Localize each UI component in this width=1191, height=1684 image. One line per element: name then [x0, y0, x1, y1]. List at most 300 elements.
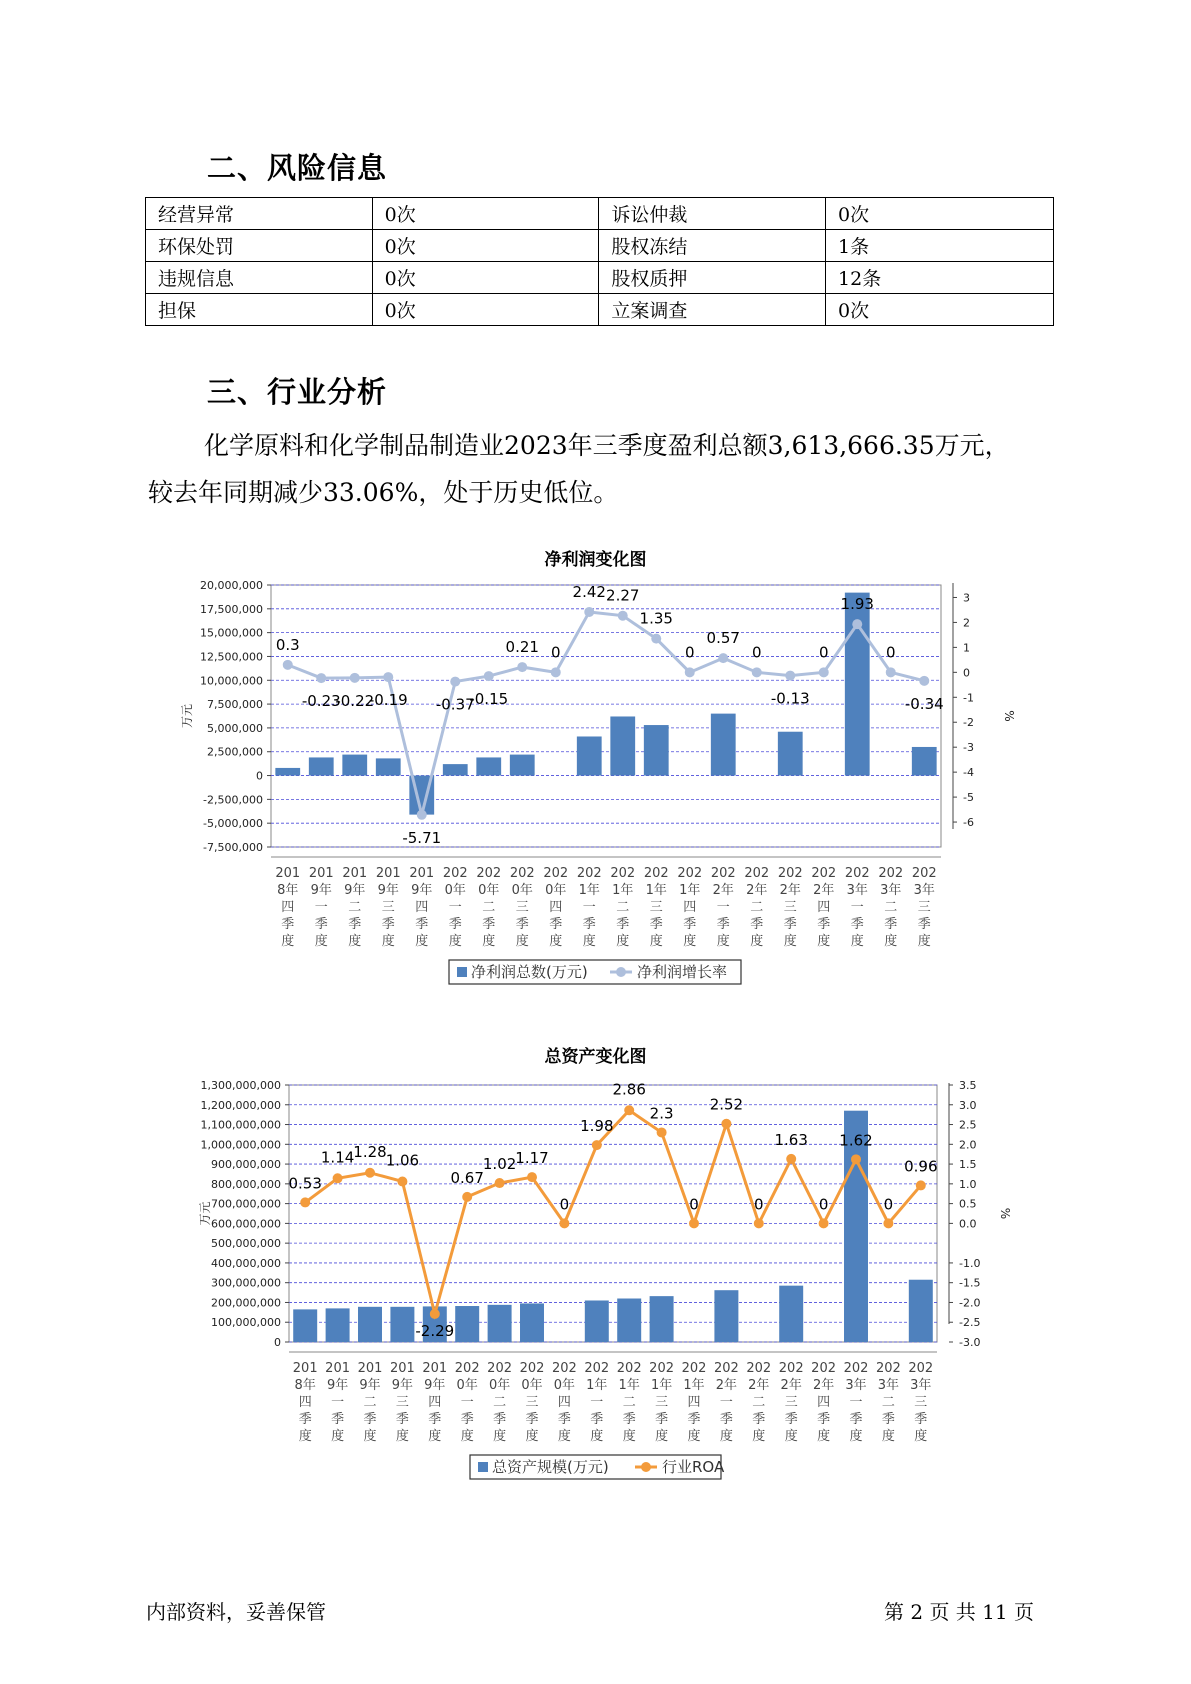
- x-tick-label: 季: [482, 917, 496, 932]
- data-label: 1.17: [515, 1149, 549, 1168]
- x-tick-label: 202: [442, 866, 468, 881]
- line-point: [365, 1168, 375, 1178]
- line-point: [527, 1172, 537, 1182]
- y-tick-label: 300,000,000: [211, 1276, 281, 1290]
- y2-tick-label: -4: [963, 766, 974, 780]
- y-tick-label: 12,500,000: [200, 650, 263, 664]
- x-tick-label: 202: [878, 866, 904, 881]
- x-tick-label: 202: [843, 1361, 869, 1376]
- data-label: 2.52: [709, 1095, 744, 1114]
- x-tick-label: 季: [881, 1412, 895, 1427]
- x-tick-label: 一: [331, 1395, 345, 1410]
- bar: [779, 1286, 803, 1342]
- x-tick-label: 季: [817, 1412, 831, 1427]
- data-label: -0.34: [904, 694, 944, 713]
- data-label: 2.27: [606, 586, 640, 605]
- x-tick-label: 季: [298, 1412, 312, 1427]
- y-tick-label: 400,000,000: [211, 1256, 281, 1270]
- x-tick-label: 度: [687, 1429, 701, 1444]
- bar: [376, 758, 401, 775]
- data-label: -5.71: [402, 828, 442, 847]
- x-tick-label: 季: [649, 917, 663, 932]
- x-tick-label: 1年: [679, 883, 701, 898]
- x-tick-label: 二: [616, 900, 630, 915]
- line-point: [495, 1178, 505, 1188]
- x-tick-label: 季: [363, 1412, 377, 1427]
- line-point: [752, 667, 762, 677]
- x-tick-label: 三: [649, 900, 663, 915]
- plot-area: [271, 582, 941, 847]
- data-label: -0.37: [435, 695, 475, 714]
- x-tick-label: 季: [331, 1412, 345, 1427]
- x-tick-label: 季: [428, 1412, 442, 1427]
- y-tick-label: 1,000,000,000: [200, 1138, 281, 1152]
- data-label: 0: [885, 643, 896, 662]
- y-tick-label: -2,500,000: [203, 793, 263, 807]
- x-tick-label: 201: [389, 1361, 415, 1376]
- bar: [390, 1307, 414, 1342]
- x-tick-label: 度: [482, 934, 496, 949]
- line-point: [886, 667, 896, 677]
- y2-tick-label: -6: [963, 816, 974, 830]
- data-label: 0: [751, 643, 762, 662]
- line-point: [350, 673, 360, 683]
- x-tick-label: 季: [622, 1412, 636, 1427]
- line-point: [852, 619, 862, 629]
- risk-label-cell: 违规信息: [146, 262, 373, 294]
- x-tick-label: 季: [590, 1412, 604, 1427]
- x-tick-label: 0年: [511, 883, 533, 898]
- x-tick-label: 二: [884, 900, 898, 915]
- line-point: [283, 660, 293, 670]
- x-tick-label: 二: [493, 1395, 507, 1410]
- data-label: -0.19: [368, 691, 408, 710]
- y-tick-label: 700,000,000: [211, 1197, 281, 1211]
- x-tick-label: 季: [850, 917, 864, 932]
- x-tick-label: 202: [616, 1361, 642, 1376]
- line-point: [618, 611, 628, 621]
- x-tick-label: 三: [381, 900, 395, 915]
- bar: [309, 757, 334, 775]
- x-tick-label: 季: [719, 1412, 733, 1427]
- line-point: [383, 672, 393, 682]
- x-tick-label: 3年: [845, 1378, 867, 1393]
- x-tick-label: 2年: [812, 1378, 835, 1393]
- x-tick-label: 二: [881, 1395, 895, 1410]
- x-tick-label: 2年: [813, 883, 835, 898]
- x-tick-label: 二: [750, 900, 764, 915]
- x-tick-label: 三: [515, 900, 529, 915]
- y2-tick-label: 2: [963, 616, 970, 630]
- x-tick-label: 度: [917, 934, 931, 949]
- data-label: 0: [754, 1195, 764, 1214]
- x-tick-label: 2年: [715, 1378, 738, 1393]
- y2-tick-label: -1.0: [959, 1256, 981, 1270]
- line-series: [305, 1110, 921, 1314]
- x-tick-label: 3年: [877, 1378, 900, 1393]
- line-point: [462, 1192, 472, 1202]
- x-tick-label: 度: [616, 934, 630, 949]
- legend-line-label: 行业ROA: [662, 1458, 725, 1476]
- footer-page-number: 第 2 页 共 11 页: [884, 1600, 1034, 1624]
- x-tick-label: 度: [348, 934, 362, 949]
- x-tick-label: 202: [454, 1361, 480, 1376]
- x-tick-label: 2年: [746, 883, 768, 898]
- x-tick-label: 季: [616, 917, 630, 932]
- data-label: 0: [818, 643, 829, 662]
- x-tick-label: 1年: [683, 1378, 705, 1393]
- x-tick-label: 度: [719, 1429, 733, 1444]
- x-tick-label: 四: [415, 900, 429, 915]
- x-tick-label: 四: [549, 900, 563, 915]
- y2-tick-label: 2.5: [959, 1118, 977, 1132]
- x-tick-label: 0年: [488, 1378, 511, 1393]
- bar: [711, 714, 736, 776]
- y-tick-label: 600,000,000: [211, 1217, 281, 1231]
- x-tick-label: 季: [716, 917, 730, 932]
- legend-bar-label: 净利润总数(万元): [471, 963, 588, 981]
- data-label: 0: [559, 1195, 570, 1214]
- x-tick-label: 1年: [578, 883, 600, 898]
- x-tick-label: 度: [783, 934, 797, 949]
- line-point: [417, 810, 427, 820]
- risk-row: [146, 294, 1054, 326]
- x-tick-label: 度: [525, 1429, 539, 1444]
- x-tick-label: 202: [649, 1361, 675, 1376]
- bar: [912, 747, 937, 776]
- x-tick-label: 季: [655, 1412, 669, 1427]
- x-tick-label: 度: [850, 934, 864, 949]
- x-tick-label: 202: [713, 1361, 739, 1376]
- x-tick-label: 度: [817, 1429, 831, 1444]
- line-point: [624, 1105, 634, 1115]
- x-tick-label: 9年: [326, 1378, 349, 1393]
- x-tick-label: 季: [750, 917, 764, 932]
- x-tick-label: 202: [811, 866, 837, 881]
- risk-value-cell: 0次: [372, 230, 599, 262]
- y-tick-label: 100,000,000: [211, 1316, 281, 1330]
- line-point: [916, 1180, 926, 1190]
- x-tick-label: 度: [784, 1429, 798, 1444]
- x-tick-label: 季: [348, 917, 362, 932]
- x-tick-label: 0年: [545, 883, 567, 898]
- y-tick-label: 1,200,000,000: [200, 1098, 281, 1112]
- industry-summary-line2: 较去年同期减少33.06%，处于历史低位。: [148, 478, 619, 507]
- x-tick-label: 一: [460, 1395, 474, 1410]
- x-tick-label: 度: [582, 934, 596, 949]
- data-label: 0: [550, 643, 561, 662]
- data-label: -0.22: [335, 691, 375, 710]
- bar: [443, 764, 468, 775]
- bar: [644, 725, 669, 775]
- data-label: -2.29: [415, 1321, 455, 1340]
- legend-bar-swatch: [457, 967, 467, 977]
- line-point: [718, 653, 728, 663]
- y-tick-label: -5,000,000: [203, 817, 263, 831]
- x-tick-label: 季: [752, 1412, 766, 1427]
- x-tick-label: 1年: [586, 1378, 608, 1393]
- x-tick-label: 二: [752, 1395, 766, 1410]
- x-tick-label: 季: [917, 917, 931, 932]
- x-tick-label: 二: [622, 1395, 636, 1410]
- line-point: [819, 667, 829, 677]
- line-point: [721, 1119, 731, 1129]
- y-tick-label: 500,000,000: [211, 1237, 281, 1251]
- chart1-title: 净利润变化图: [544, 550, 647, 570]
- y2-tick-label: 0: [963, 666, 970, 680]
- x-tick-label: 8年: [277, 883, 299, 898]
- bar: [714, 1290, 738, 1342]
- line-point: [551, 667, 561, 677]
- risk-label-cell: 立案调查: [599, 294, 826, 326]
- x-tick-label: 度: [381, 934, 395, 949]
- risk-value-cell: 0次: [372, 294, 599, 326]
- x-tick-label: 3年: [910, 1378, 932, 1393]
- x-tick-label: 一: [314, 900, 328, 915]
- data-label: -0.13: [770, 689, 810, 708]
- line-point: [450, 677, 460, 687]
- x-tick-label: 四: [298, 1395, 312, 1410]
- chart2-title: 总资产变化图: [544, 1047, 647, 1067]
- y-tick-label: 20,000,000: [200, 579, 263, 592]
- x-tick-label: 三: [784, 1395, 798, 1410]
- data-label: -0.23: [301, 692, 341, 711]
- x-tick-label: 202: [584, 1361, 610, 1376]
- x-tick-label: 度: [298, 1429, 312, 1444]
- y2-axis-label: %: [998, 1207, 1012, 1220]
- risk-value-cell: 0次: [826, 294, 1054, 326]
- x-tick-label: 0年: [478, 883, 500, 898]
- line-point: [883, 1218, 893, 1228]
- y-tick-label: 10,000,000: [200, 674, 263, 688]
- x-tick-label: 201: [342, 866, 368, 881]
- x-tick-label: 四: [683, 900, 697, 915]
- bar: [909, 1280, 933, 1342]
- x-tick-label: 9年: [411, 883, 433, 898]
- x-tick-label: 3年: [846, 883, 868, 898]
- line-point: [685, 667, 695, 677]
- data-label: 0.53: [288, 1174, 322, 1193]
- data-label: 0: [883, 1195, 894, 1214]
- y2-tick-label: -1: [963, 691, 974, 705]
- x-tick-label: 度: [448, 934, 462, 949]
- risk-label-cell: 环保处罚: [146, 230, 373, 262]
- y2-tick-label: -3: [963, 741, 974, 755]
- x-tick-label: 四: [428, 1395, 442, 1410]
- x-tick-label: 度: [817, 934, 831, 949]
- x-tick-label: 一: [850, 900, 864, 915]
- line-point: [919, 676, 929, 686]
- risk-row: [146, 262, 1054, 294]
- bar: [455, 1306, 479, 1342]
- x-tick-label: 一: [448, 900, 462, 915]
- legend-line-label: 净利润增长率: [637, 963, 728, 981]
- x-tick-label: 202: [875, 1361, 901, 1376]
- y-tick-label: 0: [274, 1336, 281, 1349]
- risk-value-cell: 0次: [372, 262, 599, 294]
- bar: [510, 755, 535, 776]
- x-tick-label: 一: [582, 900, 596, 915]
- x-tick-label: 201: [375, 866, 401, 881]
- y2-tick-label: 1.0: [959, 1177, 977, 1191]
- x-tick-label: 度: [493, 1429, 507, 1444]
- x-tick-label: 度: [683, 934, 697, 949]
- bar: [610, 716, 635, 775]
- industry-summary-line1: 化学原料和化学制品制造业2023年三季度盈利总额3,613,666.35万元，: [204, 431, 1010, 460]
- x-tick-label: 三: [655, 1395, 669, 1410]
- x-tick-label: 三: [525, 1395, 539, 1410]
- x-tick-label: 202: [778, 1361, 804, 1376]
- x-tick-label: 三: [783, 900, 797, 915]
- x-tick-label: 202: [543, 866, 569, 881]
- x-tick-label: 202: [911, 866, 937, 881]
- y2-tick-label: 0.5: [959, 1197, 977, 1211]
- line-point: [651, 634, 661, 644]
- x-tick-label: 度: [849, 1429, 863, 1444]
- risk-row: [146, 198, 1054, 230]
- data-label: 2.86: [612, 1080, 646, 1099]
- x-tick-label: 季: [557, 1412, 571, 1427]
- x-tick-label: 四: [817, 900, 831, 915]
- x-tick-label: 202: [777, 866, 803, 881]
- x-tick-label: 度: [415, 934, 429, 949]
- legend-line-marker: [616, 967, 626, 977]
- x-tick-label: 202: [610, 866, 636, 881]
- y2-tick-label: 1.5: [959, 1158, 977, 1172]
- x-tick-label: 季: [549, 917, 563, 932]
- x-tick-label: 0年: [456, 1378, 478, 1393]
- x-tick-label: 201: [409, 866, 435, 881]
- x-tick-label: 9年: [391, 1378, 414, 1393]
- section-title-industry: 三、行业分析: [207, 375, 388, 409]
- data-label: 2.3: [649, 1104, 674, 1123]
- x-tick-label: 201: [357, 1361, 383, 1376]
- line-series: [288, 609, 925, 815]
- x-tick-label: 202: [908, 1361, 934, 1376]
- y-tick-label: 900,000,000: [211, 1158, 281, 1172]
- bar: [577, 736, 602, 775]
- line-point: [300, 1197, 310, 1207]
- x-tick-label: 9年: [359, 1378, 381, 1393]
- risk-label-cell: 经营异常: [146, 198, 373, 230]
- y-tick-label: 200,000,000: [211, 1296, 281, 1310]
- risk-label-cell: 担保: [146, 294, 373, 326]
- risk-row: [146, 230, 1054, 262]
- x-tick-label: 季: [525, 1412, 539, 1427]
- y2-tick-label: -2.5: [959, 1316, 981, 1330]
- y-axis-label: 万元: [198, 1201, 212, 1226]
- x-tick-label: 202: [551, 1361, 577, 1376]
- y-tick-label: 1,300,000,000: [200, 1079, 281, 1092]
- risk-value-cell: 1条: [826, 230, 1054, 262]
- line-point: [559, 1218, 569, 1228]
- line-point: [657, 1127, 667, 1137]
- bar: [342, 755, 367, 776]
- data-label: 1.63: [774, 1130, 808, 1149]
- y-tick-label: 5,000,000: [207, 721, 263, 735]
- x-tick-label: 度: [281, 934, 295, 949]
- x-tick-label: 四: [281, 900, 295, 915]
- x-tick-label: 季: [582, 917, 596, 932]
- bar: [778, 732, 803, 776]
- data-label: 0.57: [706, 629, 740, 648]
- x-tick-label: 四: [687, 1395, 701, 1410]
- x-tick-label: 202: [681, 1361, 707, 1376]
- y-tick-label: 7,500,000: [207, 698, 263, 712]
- x-tick-label: 2年: [779, 883, 801, 898]
- x-tick-label: 度: [549, 934, 563, 949]
- x-tick-label: 季: [783, 917, 797, 932]
- y2-axis-label: %: [1002, 710, 1016, 722]
- x-tick-label: 0年: [444, 883, 466, 898]
- x-tick-label: 四: [557, 1395, 571, 1410]
- x-tick-label: 度: [331, 1429, 345, 1444]
- x-tick-label: 季: [415, 917, 429, 932]
- x-tick-label: 度: [622, 1429, 636, 1444]
- x-tick-label: 度: [460, 1429, 474, 1444]
- x-tick-label: 202: [643, 866, 669, 881]
- x-tick-label: 202: [487, 1361, 513, 1376]
- risk-value-cell: 0次: [372, 198, 599, 230]
- x-tick-label: 201: [308, 866, 334, 881]
- bar: [326, 1308, 350, 1342]
- x-tick-label: 2年: [748, 1378, 770, 1393]
- x-tick-label: 201: [422, 1361, 448, 1376]
- line-point: [851, 1154, 861, 1164]
- line-point: [484, 671, 494, 681]
- line-point: [397, 1176, 407, 1186]
- x-tick-label: 8年: [294, 1378, 316, 1393]
- x-tick-label: 季: [784, 1412, 798, 1427]
- x-tick-label: 四: [817, 1395, 831, 1410]
- x-tick-label: 度: [314, 934, 328, 949]
- x-tick-label: 度: [649, 934, 663, 949]
- x-tick-label: 1年: [612, 883, 634, 898]
- data-label: 1.35: [639, 609, 673, 628]
- x-tick-label: 202: [746, 1361, 772, 1376]
- data-label: 1.06: [385, 1151, 420, 1170]
- x-tick-label: 度: [428, 1429, 442, 1444]
- line-point: [316, 673, 326, 683]
- x-tick-label: 季: [683, 917, 697, 932]
- risk-label-cell: 股权冻结: [599, 230, 826, 262]
- x-tick-label: 202: [509, 866, 535, 881]
- y-tick-label: -7,500,000: [203, 841, 263, 854]
- line-point: [592, 1140, 602, 1150]
- x-tick-label: 度: [716, 934, 730, 949]
- x-tick-label: 季: [381, 917, 395, 932]
- x-tick-label: 201: [292, 1361, 318, 1376]
- line-point: [430, 1309, 440, 1319]
- data-label: 1.28: [353, 1142, 387, 1161]
- x-tick-label: 1年: [650, 1378, 673, 1393]
- legend-bar-label: 总资产规模(万元): [492, 1458, 609, 1476]
- x-tick-label: 202: [744, 866, 770, 881]
- y-tick-label: 1,100,000,000: [200, 1118, 281, 1132]
- y2-tick-label: -2.0: [959, 1296, 981, 1310]
- x-tick-label: 度: [750, 934, 764, 949]
- x-tick-label: 季: [395, 1412, 409, 1427]
- risk-label-cell: 股权质押: [599, 262, 826, 294]
- y2-tick-label: 0.0: [959, 1217, 977, 1231]
- x-tick-label: 一: [719, 1395, 733, 1410]
- x-tick-label: 一: [849, 1395, 863, 1410]
- bar: [650, 1296, 674, 1342]
- line-point: [689, 1218, 699, 1228]
- data-label: 1.62: [839, 1131, 873, 1150]
- x-tick-label: 三: [395, 1395, 409, 1410]
- x-tick-label: 二: [363, 1395, 377, 1410]
